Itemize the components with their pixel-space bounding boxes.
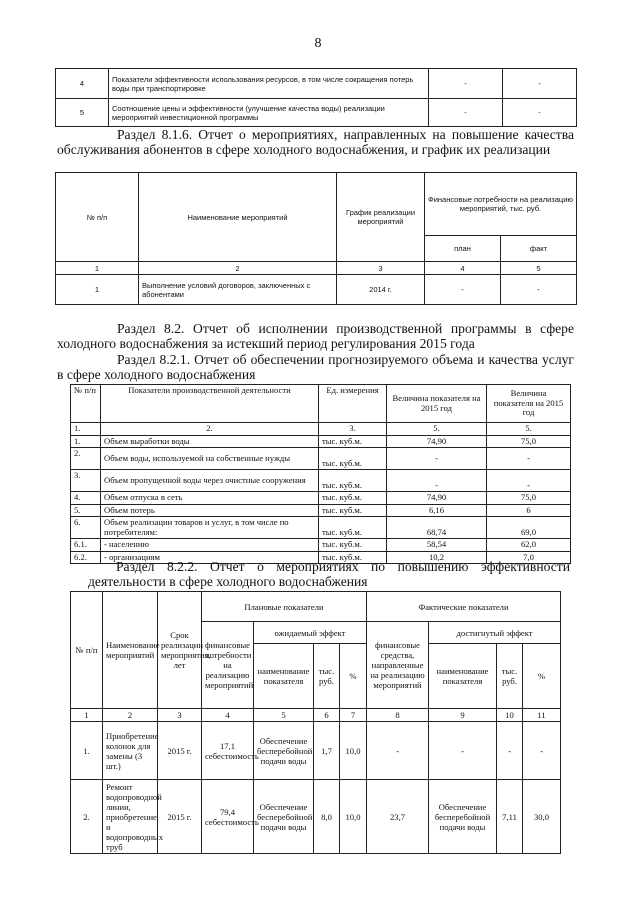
expected-thous: 1,7: [314, 722, 340, 780]
index-cell: 1.: [71, 423, 101, 436]
expected-pct: 10,0: [340, 780, 367, 854]
finance-plan-value: 17,1 себестоимость: [202, 722, 254, 780]
row-number: 6.1.: [71, 539, 101, 552]
col-header-finance: Финансовые потребности на реализацию мероприятий, тыс. руб.: [425, 173, 577, 236]
indicator-name: - населению: [101, 539, 319, 552]
indicator-name: - организациям: [101, 551, 319, 564]
indicator-name: Объем пропущенной воды через очистные сооружения: [101, 470, 319, 492]
term-value: 2015 г.: [158, 780, 202, 854]
value-b: 69,0: [487, 517, 571, 539]
unit: тыс. куб.м.: [319, 517, 387, 539]
index-cell: 5.: [487, 423, 571, 436]
value-a: 74,90: [387, 492, 487, 505]
measure-name: Ремонт водопроводной линии, приобретение и водопроводных труб: [103, 780, 158, 854]
achieved-pct: -: [523, 722, 561, 780]
index-cell: 5: [254, 709, 314, 722]
index-cell: 7: [340, 709, 367, 722]
col-header-plan: план: [425, 236, 501, 262]
col-header-thous: тыс. руб.: [497, 644, 523, 709]
achieved-indicator: Обеспечение бесперебойной подачи воды: [429, 780, 497, 854]
fact-value: -: [501, 275, 577, 305]
value-a: -: [387, 470, 487, 492]
measure-name: Приобретение колонок для замены (3 шт.): [103, 722, 158, 780]
index-row: [71, 709, 561, 722]
production-table-8-2-1: [70, 384, 571, 564]
col-header-schedule: График реализации мероприятий: [337, 173, 425, 262]
value-b: 75,0: [487, 492, 571, 505]
row-number: 5.: [71, 504, 101, 517]
index-cell: 11: [523, 709, 561, 722]
section-8-2-1-heading: Раздел 8.2.1. Отчет об обеспечении прогнозируемого объема и качества услуг в сфере холодного водоснабжения: [57, 352, 574, 382]
efficiency-table-8-2-2: [70, 591, 561, 854]
row-number: 1.: [71, 722, 103, 780]
value-b: 62,0: [487, 539, 571, 552]
row-number: 4: [56, 69, 109, 99]
plan-value: -: [425, 275, 501, 305]
col-header-value-a: Величина показателя на 2015 год: [387, 385, 487, 423]
table-row: [71, 448, 571, 470]
index-cell: 2: [139, 262, 337, 275]
index-cell: 1: [56, 262, 139, 275]
col-header-achieved: достигнутый эффект: [429, 622, 561, 644]
col-header-fin-actual: финансовые средства, направленные на реализацию мероприятий: [367, 622, 429, 709]
plan-value: -: [429, 99, 503, 127]
index-cell: 3.: [319, 423, 387, 436]
col-header-value-b: Величина показателя на 2015 год: [487, 385, 571, 423]
col-header-indicator: наименование показателя: [429, 644, 497, 709]
section-8-2-2-heading: Раздел 8.2.2. Отчет о мероприятиях по повышению эффективности деятельности в сфере холодного водоснабжения: [88, 559, 570, 589]
col-header-num: № п/п: [71, 385, 101, 423]
achieved-indicator: -: [429, 722, 497, 780]
value-b: 7,0: [487, 551, 571, 564]
col-header-fin-plan: финансовые потребности на реализацию мероприятий: [202, 622, 254, 709]
index-cell: 6: [314, 709, 340, 722]
achieved-pct: 30,0: [523, 780, 561, 854]
col-header-indicator: наименование показателя: [254, 644, 314, 709]
header-row: [71, 385, 571, 423]
unit: тыс. куб.м.: [319, 539, 387, 552]
row-number: 5: [56, 99, 109, 127]
indicator-name: Объем реализации товаров и услуг, в том числе по потребителям:: [101, 517, 319, 539]
top-table: [55, 68, 577, 127]
index-cell: 5: [501, 262, 577, 275]
col-header-pct: %: [340, 644, 367, 709]
header-row: [71, 592, 561, 622]
table-row: [71, 517, 571, 539]
table-row: [71, 722, 561, 780]
row-number: 3.: [71, 470, 101, 492]
index-cell: 10: [497, 709, 523, 722]
value-b: -: [487, 470, 571, 492]
value-a: 74,90: [387, 435, 487, 448]
col-header-term: Срок реализации мероприятия, лет: [158, 592, 202, 709]
index-cell: 2: [103, 709, 158, 722]
expected-pct: 10,0: [340, 722, 367, 780]
term-value: 2015 г.: [158, 722, 202, 780]
table-row: [71, 470, 571, 492]
section-8-1-6-heading: Раздел 8.1.6. Отчет о мероприятиях, направленных на повышение качества обслуживания абонентов в сфере холодного водоснабжения, и график их реализации: [57, 127, 574, 157]
index-cell: 3: [337, 262, 425, 275]
row-number: 4.: [71, 492, 101, 505]
value-a: 58,54: [387, 539, 487, 552]
col-header-actual: Фактические показатели: [367, 592, 561, 622]
col-header-planned: Плановые показатели: [202, 592, 367, 622]
indicator-name: Соотношение цены и эффективности (улучшение качества воды) реализации мероприятий инвестиционной программы: [109, 99, 429, 127]
value-b: 6: [487, 504, 571, 517]
col-header-expected: ожидаемый эффект: [254, 622, 367, 644]
col-header-name: Наименование мероприятий: [103, 592, 158, 709]
expected-thous: 8,0: [314, 780, 340, 854]
finance-actual-value: -: [367, 722, 429, 780]
index-cell: 4: [202, 709, 254, 722]
table-row: [71, 539, 571, 552]
expected-indicator: Обеспечение бесперебойной подачи воды: [254, 780, 314, 854]
row-number: 2.: [71, 780, 103, 854]
col-header-thous: тыс. руб.: [314, 644, 340, 709]
index-row: [56, 262, 577, 275]
achieved-thous: 7,11: [497, 780, 523, 854]
finance-actual-value: 23,7: [367, 780, 429, 854]
indicator-name: Объем выработки воды: [101, 435, 319, 448]
col-header-num: № п/п: [71, 592, 103, 709]
table-row: [56, 99, 577, 127]
row-number: 1.: [71, 435, 101, 448]
col-header-name: Наименование мероприятий: [139, 173, 337, 262]
value-b: -: [487, 448, 571, 470]
row-number: 1: [56, 275, 139, 305]
finance-plan-value: 79,4 себестоимость: [202, 780, 254, 854]
index-cell: 2.: [101, 423, 319, 436]
header-row: [56, 173, 577, 236]
page-number: 8: [314, 36, 322, 51]
unit: тыс. куб.м.: [319, 504, 387, 517]
schedule-value: 2014 г.: [337, 275, 425, 305]
table-row: [71, 504, 571, 517]
unit: тыс. куб.м.: [319, 492, 387, 505]
col-header-unit: Ед. измерения: [319, 385, 387, 423]
unit: тыс. куб.м.: [319, 435, 387, 448]
unit: тыс. куб.м.: [319, 551, 387, 564]
table-row: [56, 275, 577, 305]
measure-name: Выполнение условий договоров, заключенных с абонентами: [139, 275, 337, 305]
row-number: 6.2.: [71, 551, 101, 564]
value-a: 6,16: [387, 504, 487, 517]
fact-value: -: [503, 99, 577, 127]
col-header-num: № п/п: [56, 173, 139, 262]
section-8-2-heading: Раздел 8.2. Отчет об исполнении производственной программы в сфере холодного водоснабжения за истекший период регулирования 2015 года: [57, 321, 574, 351]
table-row: [71, 780, 561, 854]
indicator-name: Показатели эффективности использования ресурсов, в том числе сокращения потерь воды при транспортировке: [109, 69, 429, 99]
value-b: 75,0: [487, 435, 571, 448]
indicator-name: Объем потерь: [101, 504, 319, 517]
index-cell: 9: [429, 709, 497, 722]
expected-indicator: Обеспечение бесперебойной подачи воды: [254, 722, 314, 780]
index-row: [71, 423, 571, 436]
measures-table-8-1-6: [55, 172, 577, 305]
value-a: -: [387, 448, 487, 470]
index-cell: 8: [367, 709, 429, 722]
table-row: [71, 435, 571, 448]
index-cell: 4: [425, 262, 501, 275]
index-cell: 3: [158, 709, 202, 722]
col-header-name: Показатели производственной деятельности: [101, 385, 319, 423]
index-cell: 5.: [387, 423, 487, 436]
row-number: 2.: [71, 448, 101, 470]
table-row: [56, 69, 577, 99]
fact-value: -: [503, 69, 577, 99]
indicator-name: Объем воды, используемой на собственные нужды: [101, 448, 319, 470]
table-row: [71, 492, 571, 505]
value-a: 68,74: [387, 517, 487, 539]
value-a: 10,2: [387, 551, 487, 564]
unit: тыс. куб.м.: [319, 470, 387, 492]
plan-value: -: [429, 69, 503, 99]
indicator-name: Объем отпуска в сеть: [101, 492, 319, 505]
index-cell: 1: [71, 709, 103, 722]
col-header-fact: факт: [501, 236, 577, 262]
achieved-thous: -: [497, 722, 523, 780]
row-number: 6.: [71, 517, 101, 539]
col-header-pct: %: [523, 644, 561, 709]
unit: тыс. куб.м.: [319, 448, 387, 470]
